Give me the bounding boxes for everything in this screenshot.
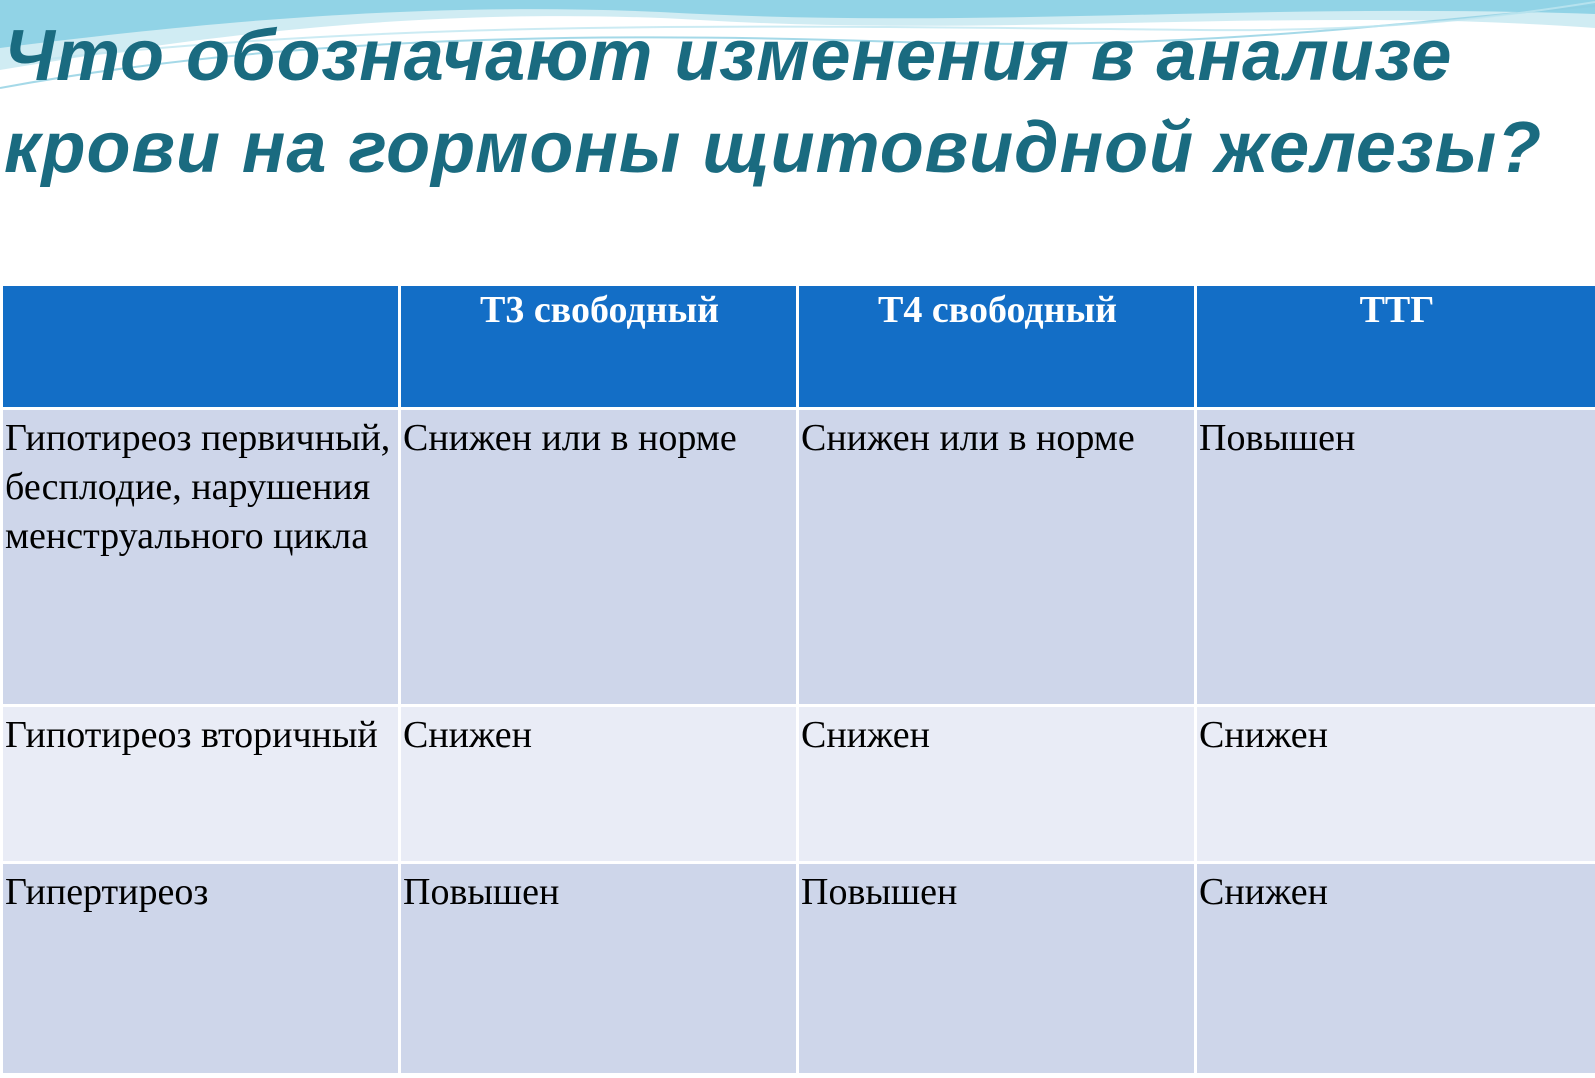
t3-cell: Повышен xyxy=(400,863,798,1075)
condition-cell: Гипотиреоз вторичный xyxy=(2,706,400,863)
table-row xyxy=(2,706,1595,863)
header-t4-free: Т4 свободный xyxy=(798,285,1196,409)
condition-cell: Гипотиреоз первичный, бесплодие, нарушения менструального цикла xyxy=(2,409,400,706)
header-ttg: ТТГ xyxy=(1196,285,1595,409)
table-header-row xyxy=(2,285,1595,409)
hormone-table xyxy=(0,283,1595,1076)
ttg-cell: Снижен xyxy=(1196,706,1595,863)
ttg-cell: Снижен xyxy=(1196,863,1595,1075)
condition-cell: Гипертиреоз xyxy=(2,863,400,1075)
t4-cell: Снижен или в норме xyxy=(798,409,1196,706)
t4-cell: Повышен xyxy=(798,863,1196,1075)
header-t3-free: Т3 свободный xyxy=(400,285,798,409)
header-empty xyxy=(2,285,400,409)
table-row xyxy=(2,863,1595,1075)
slide-title: Что обозначают изменения в анализе крови на гормоны щитовидной железы? xyxy=(4,16,1543,188)
table-row xyxy=(2,409,1595,706)
t3-cell: Снижен xyxy=(400,706,798,863)
t4-cell: Снижен xyxy=(798,706,1196,863)
t3-cell: Снижен или в норме xyxy=(400,409,798,706)
ttg-cell: Повышен xyxy=(1196,409,1595,706)
